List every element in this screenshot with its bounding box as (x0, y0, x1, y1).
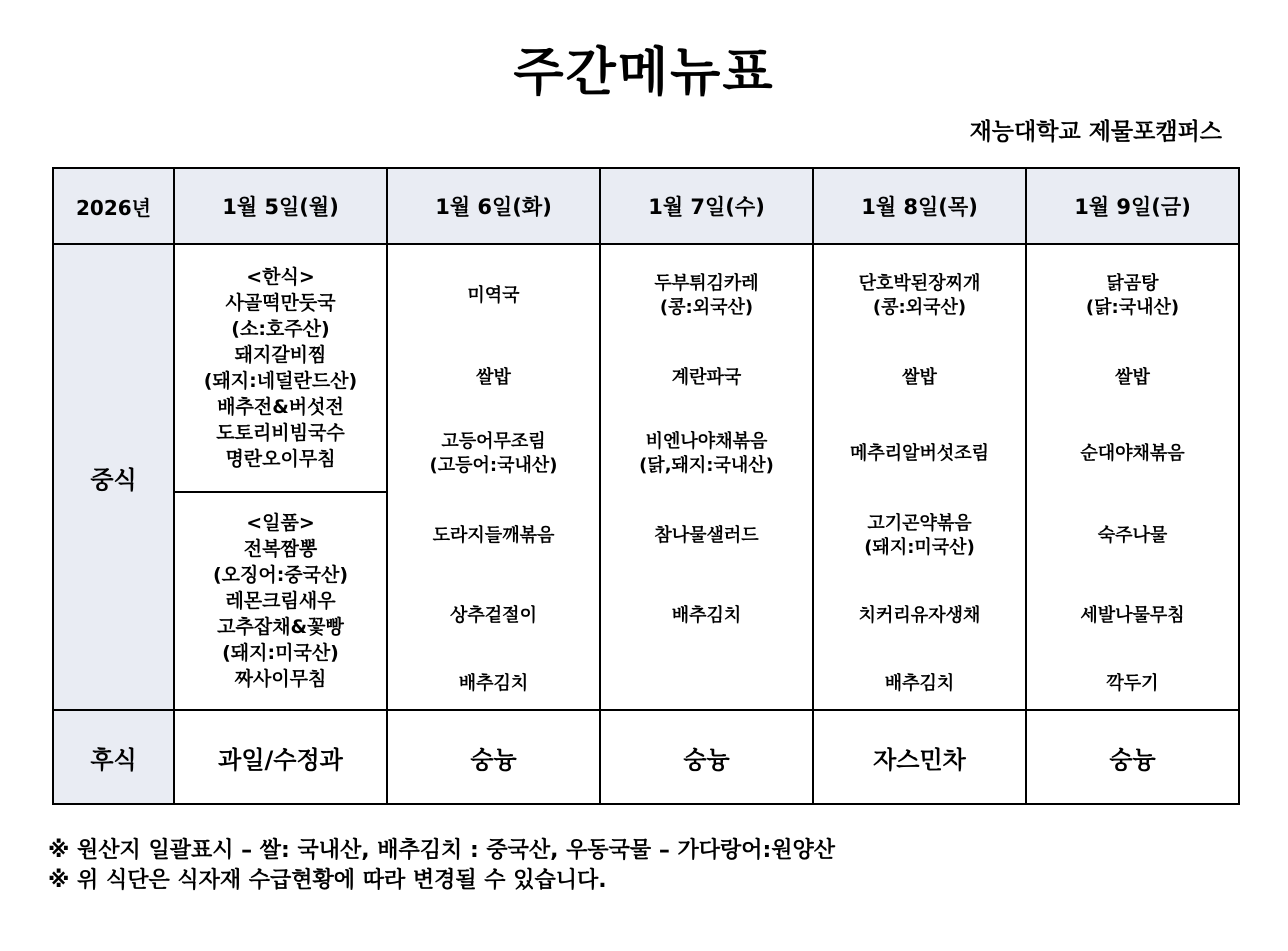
origin-note: ※ 원산지 일괄표시 – 쌀: 국내산, 배추김치 : 중국산, 우동국물 – 가다랑어:원양산 (48, 838, 836, 863)
menu-item-line: 순대야채볶음 (1080, 443, 1185, 464)
campus-name: 재능대학교 제물포캠퍼스 (969, 119, 1222, 145)
menu-item (814, 442, 1025, 466)
menu-item-line: (콩:외국산) (872, 297, 967, 318)
menu-item-line: 메추리알버섯조림 (849, 443, 990, 464)
menu-item-line: 비엔나야채볶음 (645, 431, 768, 452)
menu-item-line: 고등어무조림 (441, 431, 546, 452)
menu-line: (오징어:중국산) (212, 564, 349, 586)
menu-item (1027, 672, 1238, 696)
tuesday-menu-cell (387, 244, 600, 710)
menu-item-line: 치커리유자생채 (858, 605, 981, 626)
menu-item-line: 참나물샐러드 (654, 525, 759, 546)
day-header-fri: 1월 9일(금) (1026, 168, 1239, 244)
menu-item (814, 366, 1025, 390)
wednesday-menu (601, 246, 812, 708)
menu-item (388, 366, 599, 390)
weekly-menu-table (52, 167, 1240, 805)
monday-korean-menu (175, 264, 386, 472)
menu-item (601, 366, 812, 390)
menu-line: (소:호주산) (231, 318, 330, 340)
thursday-menu-cell (813, 244, 1026, 710)
year-header: 2026년 (53, 168, 174, 244)
menu-item-line: 상추겉절이 (450, 605, 537, 626)
menu-item (388, 604, 599, 628)
friday-menu-cell (1026, 244, 1239, 710)
header-row (53, 168, 1239, 244)
menu-line: 명란오이무침 (225, 448, 336, 470)
menu-item (1027, 442, 1238, 466)
menu-item-line: 두부튀김카레 (654, 273, 759, 294)
wednesday-menu-cell (600, 244, 813, 710)
dessert-mon: 과일/수정과 (174, 710, 387, 804)
dessert-row (53, 710, 1239, 804)
menu-item-line: 배추김치 (458, 673, 529, 694)
menu-item-line: (고등어:국내산) (429, 455, 558, 476)
menu-item (1027, 604, 1238, 628)
menu-item (1027, 272, 1238, 320)
menu-item-line: 미역국 (467, 285, 520, 306)
day-header-mon: 1월 5일(월) (174, 168, 387, 244)
menu-line: 배추전&버섯전 (217, 396, 344, 418)
menu-item (601, 524, 812, 548)
lunch-label: 중식 (53, 244, 174, 710)
menu-item-line: 도라지들깨볶음 (432, 525, 555, 546)
menu-item (388, 672, 599, 696)
menu-item (814, 272, 1025, 320)
friday-menu (1027, 246, 1238, 708)
dessert-thu: 자스민차 (813, 710, 1026, 804)
monday-special-cell (174, 492, 387, 710)
menu-line: 레몬크림새우 (225, 590, 336, 612)
menu-line: 사골떡만둣국 (225, 292, 336, 314)
dessert-tue: 숭늉 (387, 710, 600, 804)
menu-line: (돼지:네덜란드산) (203, 370, 358, 392)
menu-line: <일품> (246, 512, 315, 534)
menu-item-line: 세발나물무침 (1080, 605, 1185, 626)
menu-item (388, 524, 599, 548)
menu-item (1027, 524, 1238, 548)
menu-item-line: (돼지:미국산) (864, 537, 975, 558)
menu-line: <한식> (246, 266, 315, 288)
menu-item (814, 512, 1025, 560)
menu-item-line: 배추김치 (671, 605, 742, 626)
menu-item (601, 272, 812, 320)
menu-line: 짜사이무침 (234, 668, 327, 690)
footnotes (48, 836, 835, 896)
day-header-tue: 1월 6일(화) (387, 168, 600, 244)
menu-item (388, 430, 599, 478)
menu-item (601, 430, 812, 478)
menu-item-line: 단호박된장찌개 (858, 273, 981, 294)
menu-item (1027, 366, 1238, 390)
menu-line: 전복짬뽕 (243, 538, 318, 560)
lunch-row-a (53, 244, 1239, 492)
menu-line: 도토리비빔국수 (216, 422, 345, 444)
change-note: ※ 위 식단은 식자재 수급현황에 따라 변경될 수 있습니다. (48, 868, 607, 893)
menu-line: (돼지:미국산) (222, 642, 339, 664)
menu-item (601, 604, 812, 628)
menu-item-line: 쌀밥 (902, 367, 937, 388)
menu-line: 돼지갈비찜 (234, 344, 327, 366)
menu-item-line: 계란파국 (671, 367, 742, 388)
menu-item (388, 284, 599, 308)
menu-item-line: 쌀밥 (1115, 367, 1150, 388)
menu-item-line: 숙주나물 (1097, 525, 1168, 546)
dessert-wed: 숭늉 (600, 710, 813, 804)
menu-item-line: (콩:외국산) (659, 297, 754, 318)
menu-line: 고추잡채&꽃빵 (217, 616, 344, 638)
menu-item (814, 672, 1025, 696)
menu-item-line: 고기곤약볶음 (867, 513, 972, 534)
day-header-wed: 1월 7일(수) (600, 168, 813, 244)
menu-item-line: 쌀밥 (476, 367, 511, 388)
dessert-label: 후식 (53, 710, 174, 804)
menu-item-line: (닭,돼지:국내산) (639, 455, 774, 476)
tuesday-menu (388, 246, 599, 708)
monday-korean-cell (174, 244, 387, 492)
day-header-thu: 1월 8일(목) (813, 168, 1026, 244)
thursday-menu (814, 246, 1025, 708)
menu-item-line: 깍두기 (1106, 673, 1159, 694)
monday-special-menu (175, 510, 386, 692)
menu-item-line: (닭:국내산) (1085, 297, 1180, 318)
page-title: 주간메뉴표 (513, 43, 775, 103)
menu-item (814, 604, 1025, 628)
menu-item-line: 배추김치 (884, 673, 955, 694)
dessert-fri: 숭늉 (1026, 710, 1239, 804)
menu-item-line: 닭곰탕 (1106, 273, 1159, 294)
